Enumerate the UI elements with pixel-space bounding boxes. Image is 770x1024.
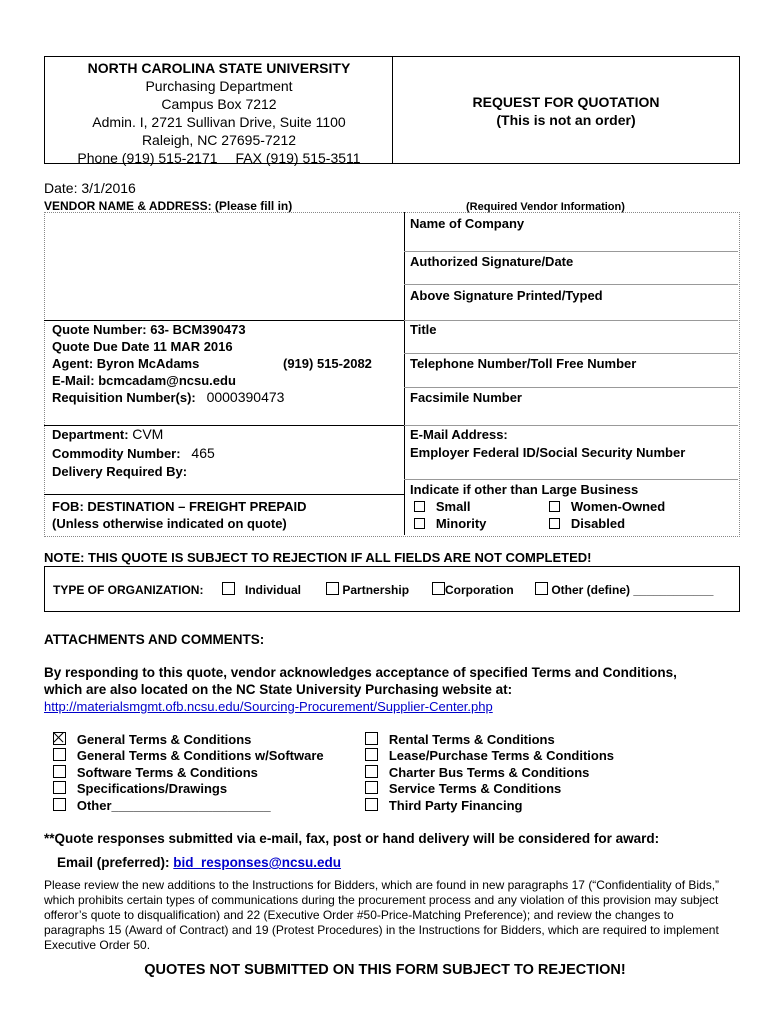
review-instructions-text: Please review the new additions to the Instructions for Bidders, which are found in new paragraphs 17 (“Confidentiality of Bids,” which prohibits certain types of communications during the procurement process and any violation of this provision may subject offeror’s quote to disqualification) and 22 (Executive Order #50-Price-Matching Preference); and review the changes to paragraphs 15 (Award of Contract) and 19 (Protest Procedures) in the Instructions for Bidders, which are required to implement Executive Order 50. bbox=[44, 878, 720, 952]
department-value: CVM bbox=[132, 426, 164, 442]
vendor-address-label: VENDOR NAME & ADDRESS: (Please fill in) bbox=[44, 199, 293, 213]
corporation-checkbox[interactable] bbox=[432, 582, 445, 595]
fob-note: (Unless otherwise indicated on quote) bbox=[52, 516, 287, 531]
phone-number: Phone (919) 515-2171 bbox=[77, 150, 218, 166]
street-address: Admin. I, 2721 Sullivan Drive, Suite 1100 bbox=[92, 114, 346, 130]
other-terms-checkbox[interactable] bbox=[53, 798, 66, 811]
commodity-label: Commodity Number: bbox=[52, 446, 181, 461]
term-specifications[interactable] bbox=[53, 780, 227, 797]
org-partnership-option[interactable] bbox=[326, 582, 409, 598]
university-header bbox=[44, 56, 393, 164]
rfq-subtitle: (This is not an order) bbox=[496, 112, 636, 128]
delivery-required-label: Delivery Required By: bbox=[52, 464, 188, 479]
organization-type-label: TYPE OF ORGANIZATION: bbox=[53, 583, 204, 597]
commodity-row bbox=[52, 445, 215, 462]
specifications-checkbox[interactable] bbox=[53, 781, 66, 794]
telephone-field[interactable]: Telephone Number/Toll Free Number bbox=[410, 356, 637, 371]
phone-fax bbox=[45, 149, 393, 167]
bid-responses-email-link[interactable]: bid_responses@ncsu.edu bbox=[173, 855, 342, 870]
software-terms-checkbox[interactable] bbox=[53, 765, 66, 778]
charter-bus-checkbox[interactable] bbox=[365, 765, 378, 778]
business-type-label: Indicate if other than Large Business bbox=[410, 482, 639, 497]
supplier-center-link[interactable]: http://materialsmgmt.ofb.ncsu.edu/Sourcing-Procurement/Supplier-Center.php bbox=[44, 699, 493, 714]
terms-statement-line1: By responding to this quote, vendor acknowledges acceptance of specified Terms and Conditions, bbox=[44, 665, 677, 680]
term-other[interactable] bbox=[53, 797, 271, 814]
city-address: Raleigh, NC 27695-7212 bbox=[141, 132, 297, 148]
minority-option[interactable] bbox=[414, 515, 486, 532]
term-software[interactable] bbox=[53, 764, 258, 781]
term-general-software[interactable] bbox=[53, 747, 324, 764]
individual-label: Individual bbox=[245, 583, 302, 597]
term-general[interactable] bbox=[53, 731, 251, 748]
org-corporation-option[interactable] bbox=[432, 582, 514, 598]
lease-terms-label: Lease/Purchase Terms & Conditions bbox=[388, 748, 615, 763]
service-terms-checkbox[interactable] bbox=[365, 781, 378, 794]
department-row bbox=[52, 426, 163, 443]
minority-checkbox[interactable] bbox=[414, 518, 425, 529]
other-terms-label: Other______________________ bbox=[76, 798, 271, 813]
term-rental[interactable] bbox=[365, 731, 555, 748]
specifications-label: Specifications/Drawings bbox=[76, 781, 228, 796]
disabled-label: Disabled bbox=[570, 516, 626, 531]
quote-number: Quote Number: 63- BCM390473 bbox=[52, 322, 246, 337]
small-option[interactable] bbox=[414, 498, 471, 515]
email-address-field[interactable]: E-Mail Address: bbox=[410, 427, 508, 442]
fax-number: FAX (919) 515-3511 bbox=[235, 150, 361, 166]
other-checkbox[interactable] bbox=[535, 582, 548, 595]
department-name: Purchasing Department bbox=[145, 78, 293, 94]
rejection-note: NOTE: THIS QUOTE IS SUBJECT TO REJECTION IF ALL FIELDS ARE NOT COMPLETED! bbox=[44, 550, 592, 565]
term-charter-bus[interactable] bbox=[365, 764, 589, 781]
term-lease[interactable] bbox=[365, 747, 614, 764]
campus-box: Campus Box 7212 bbox=[161, 96, 277, 112]
rental-terms-checkbox[interactable] bbox=[365, 732, 378, 745]
software-terms-label: Software Terms & Conditions bbox=[76, 765, 258, 780]
small-label: Small bbox=[435, 499, 471, 514]
employer-id-field[interactable]: Employer Federal ID/Social Security Number bbox=[410, 445, 686, 460]
agent-email: E-Mail: bcmcadam@ncsu.edu bbox=[52, 373, 236, 388]
small-checkbox[interactable] bbox=[414, 501, 425, 512]
printed-name-field[interactable]: Above Signature Printed/Typed bbox=[410, 288, 603, 303]
title-field[interactable]: Title bbox=[410, 322, 437, 337]
women-owned-label: Women-Owned bbox=[570, 499, 666, 514]
disabled-checkbox[interactable] bbox=[549, 518, 560, 529]
org-other-option[interactable] bbox=[535, 582, 713, 598]
requisition-value: 0000390473 bbox=[206, 389, 285, 405]
third-party-label: Third Party Financing bbox=[388, 798, 523, 813]
partnership-checkbox[interactable] bbox=[326, 582, 339, 595]
terms-statement-line2: which are also located on the NC State University Purchasing website at: bbox=[44, 682, 513, 697]
lease-terms-checkbox[interactable] bbox=[365, 748, 378, 761]
general-terms-label: General Terms & Conditions bbox=[76, 732, 252, 747]
fob-terms: FOB: DESTINATION – FREIGHT PREPAID bbox=[52, 499, 307, 514]
partnership-label: Partnership bbox=[342, 583, 410, 597]
requisition-number bbox=[52, 389, 284, 406]
corporation-label: Corporation bbox=[445, 583, 514, 597]
term-third-party[interactable] bbox=[365, 797, 522, 814]
rfq-title-box bbox=[392, 56, 740, 164]
department-label: Department: bbox=[52, 427, 129, 442]
rfq-title: REQUEST FOR QUOTATION bbox=[472, 94, 660, 110]
requisition-label: Requisition Number(s): bbox=[52, 390, 196, 405]
email-preferred-label: Email (preferred): bbox=[57, 855, 170, 870]
required-vendor-info-label: (Required Vendor Information) bbox=[466, 201, 625, 213]
service-terms-label: Service Terms & Conditions bbox=[388, 781, 562, 796]
charter-bus-label: Charter Bus Terms & Conditions bbox=[388, 765, 590, 780]
vendor-address-field[interactable] bbox=[46, 214, 402, 318]
term-service[interactable] bbox=[365, 780, 561, 797]
commodity-value: 465 bbox=[191, 445, 215, 461]
org-individual-option[interactable] bbox=[222, 582, 301, 598]
individual-checkbox[interactable] bbox=[222, 582, 235, 595]
company-name-field[interactable]: Name of Company bbox=[410, 216, 525, 231]
rental-terms-label: Rental Terms & Conditions bbox=[388, 732, 555, 747]
agent-phone: (919) 515-2082 bbox=[283, 356, 372, 371]
disabled-option[interactable] bbox=[549, 515, 625, 532]
footer-warning: QUOTES NOT SUBMITTED ON THIS FORM SUBJECT TO REJECTION! bbox=[144, 962, 626, 978]
third-party-checkbox[interactable] bbox=[365, 798, 378, 811]
university-name: NORTH CAROLINA STATE UNIVERSITY bbox=[87, 60, 351, 76]
general-software-checkbox[interactable] bbox=[53, 748, 66, 761]
general-terms-checkbox[interactable] bbox=[53, 732, 66, 745]
general-software-label: General Terms & Conditions w/Software bbox=[76, 748, 324, 763]
fax-field[interactable]: Facsimile Number bbox=[410, 390, 522, 405]
other-define-label: Other (define) ____________ bbox=[551, 583, 714, 597]
women-owned-checkbox[interactable] bbox=[549, 501, 560, 512]
responses-note: **Quote responses submitted via e-mail, fax, post or hand delivery will be considered for award: bbox=[44, 831, 660, 846]
email-preferred-row bbox=[57, 854, 341, 871]
agent-name: Agent: Byron McAdams bbox=[52, 356, 200, 371]
quote-due-date: Quote Due Date 11 MAR 2016 bbox=[52, 339, 233, 354]
women-owned-option[interactable] bbox=[549, 498, 665, 515]
quote-date: Date: 3/1/2016 bbox=[44, 180, 136, 196]
signature-field[interactable]: Authorized Signature/Date bbox=[410, 254, 574, 269]
minority-label: Minority bbox=[435, 516, 487, 531]
attachments-label: ATTACHMENTS AND COMMENTS: bbox=[44, 632, 265, 647]
